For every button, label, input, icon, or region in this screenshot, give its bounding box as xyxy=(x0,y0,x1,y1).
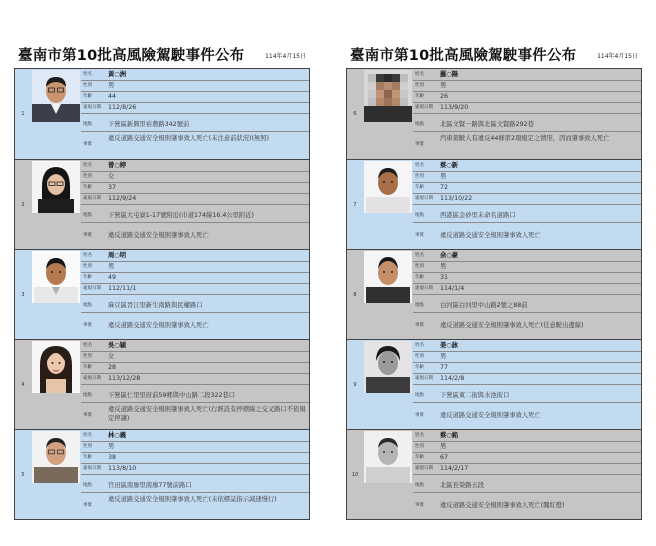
publish-date: 114年4月15日 xyxy=(265,53,306,60)
violation-fact: 違反道路交通安全規則肇事致人死亡 xyxy=(440,232,541,239)
table-row xyxy=(347,69,641,159)
row-index: 4 xyxy=(21,381,25,388)
label-fact: 事實 xyxy=(415,233,424,238)
label-age: 年齡 xyxy=(83,275,92,280)
label-age: 年齡 xyxy=(415,94,424,99)
row-index: 8 xyxy=(353,291,357,298)
label-fact: 事實 xyxy=(83,233,92,238)
label-gender: 性別 xyxy=(415,83,424,88)
table-row xyxy=(15,249,309,339)
person-gender: 男 xyxy=(440,263,447,270)
table-row xyxy=(347,429,641,519)
label-gender: 性別 xyxy=(415,174,424,179)
violation-date: 114/2/17 xyxy=(440,465,469,472)
violation-location: 西港區金砂里未命名道路口 xyxy=(440,212,516,219)
label-name: 姓名 xyxy=(83,343,92,348)
violation-fact: 違反道路交通安全規則肇事致人死亡(任意駛出邊線) xyxy=(440,322,584,329)
row-divider xyxy=(81,204,309,205)
row-divider xyxy=(81,492,309,493)
row-divider xyxy=(413,492,641,493)
row-divider xyxy=(413,294,641,295)
person-age: 72 xyxy=(440,184,449,191)
label-location: 地點 xyxy=(415,122,424,127)
table-row xyxy=(15,69,309,159)
person-name: 蔡○新 xyxy=(440,162,459,169)
label-date: 違規日期 xyxy=(83,466,101,471)
table-row xyxy=(15,339,309,429)
person-age: 49 xyxy=(108,274,117,281)
person-age: 38 xyxy=(108,454,117,461)
person-photo xyxy=(364,431,412,483)
row-index: 3 xyxy=(21,291,25,298)
label-age: 年齡 xyxy=(415,365,424,370)
label-date: 違規日期 xyxy=(415,376,433,381)
page-title: 臺南市第10批高風險駕駛事件公布 xyxy=(18,48,245,64)
label-name: 姓名 xyxy=(415,72,424,77)
person-gender: 男 xyxy=(440,82,447,89)
person-gender: 女 xyxy=(108,353,115,360)
label-date: 違規日期 xyxy=(415,466,433,471)
label-location: 地點 xyxy=(415,303,424,308)
person-name: 姜○詠 xyxy=(440,342,459,349)
violation-location: 下營區仁里里府前59鄉與中山路二段322巷口 xyxy=(108,392,236,399)
label-date: 違規日期 xyxy=(83,105,101,110)
person-age: 67 xyxy=(440,454,449,461)
row-divider xyxy=(413,474,641,475)
violation-date: 112/8/26 xyxy=(108,104,137,111)
table-row xyxy=(15,429,309,519)
row-divider xyxy=(81,222,309,223)
row-divider xyxy=(413,312,641,313)
violation-date: 114/1/4 xyxy=(440,285,465,292)
label-location: 地點 xyxy=(83,393,92,398)
violation-location: 白河區白河里中山路2號之88前 xyxy=(440,302,528,309)
label-date: 違規日期 xyxy=(415,286,433,291)
violation-fact: 違反道路交通安全規則肇事致人死亡(未依標誌指示減速慢行) xyxy=(108,496,277,503)
violation-location: 下營區大屯寮1-17號附近(市道174線16.4公里附近) xyxy=(108,212,254,219)
row-divider xyxy=(413,384,641,385)
label-date: 違規日期 xyxy=(415,196,433,201)
row-divider xyxy=(413,204,641,205)
violation-location: 下營區東二街與水池街口 xyxy=(440,392,510,399)
violation-date: 113/12/28 xyxy=(108,375,141,382)
person-gender: 男 xyxy=(108,263,115,270)
row-index: 9 xyxy=(353,381,357,388)
person-photo xyxy=(364,341,412,393)
violation-fact: 違反道路交通安全規則肇事致人死亡(行經設有停標線之交叉路口不依規定停讓) xyxy=(108,406,306,422)
person-photo xyxy=(364,70,412,122)
label-date: 違規日期 xyxy=(415,105,433,110)
label-location: 地點 xyxy=(83,303,92,308)
label-name: 姓名 xyxy=(415,343,424,348)
violation-location: 北區文賢一路與北區文賢路292巷 xyxy=(440,121,534,128)
person-age: 31 xyxy=(440,274,449,281)
person-photo xyxy=(32,341,80,393)
person-gender: 男 xyxy=(440,443,447,450)
person-age: 37 xyxy=(108,184,117,191)
label-fact: 事實 xyxy=(415,503,424,508)
label-location: 地點 xyxy=(415,483,424,488)
person-age: 44 xyxy=(108,93,117,100)
violation-date: 113/9/20 xyxy=(440,104,469,111)
violation-date: 113/8/10 xyxy=(108,465,137,472)
row-divider xyxy=(81,113,309,114)
label-name: 姓名 xyxy=(415,433,424,438)
label-location: 地點 xyxy=(415,393,424,398)
label-location: 地點 xyxy=(83,213,92,218)
person-gender: 男 xyxy=(440,173,447,180)
table-row xyxy=(347,159,641,249)
label-fact: 事實 xyxy=(83,142,92,147)
person-photo xyxy=(32,251,80,303)
person-photo xyxy=(364,161,412,213)
page-title: 臺南市第10批高風險駕駛事件公布 xyxy=(350,48,577,64)
label-date: 違規日期 xyxy=(83,196,101,201)
person-photo xyxy=(32,161,80,213)
person-gender: 男 xyxy=(108,443,115,450)
person-gender: 男 xyxy=(108,82,115,89)
violation-date: 114/2/8 xyxy=(440,375,465,382)
label-fact: 事實 xyxy=(415,413,424,418)
label-age: 年齡 xyxy=(415,185,424,190)
violation-fact: 汽車駕駛人有違反44條第2項規定之情形，因而肇事致人死亡 xyxy=(440,135,610,142)
label-fact: 事實 xyxy=(83,413,92,418)
person-name: 蔡○銘 xyxy=(440,432,459,439)
row-divider xyxy=(81,402,309,403)
person-age: 26 xyxy=(440,93,449,100)
label-location: 地點 xyxy=(415,213,424,218)
label-gender: 性別 xyxy=(83,83,92,88)
person-age: 28 xyxy=(108,364,117,371)
label-fact: 事實 xyxy=(83,323,92,328)
violation-date: 112/11/1 xyxy=(108,285,137,292)
label-date: 違規日期 xyxy=(83,286,101,291)
label-age: 年齡 xyxy=(415,275,424,280)
label-gender: 性別 xyxy=(415,444,424,449)
row-divider xyxy=(413,402,641,403)
row-divider xyxy=(413,113,641,114)
row-divider xyxy=(81,294,309,295)
violation-fact: 違反道路交通安全規則肇事致人死亡 xyxy=(108,232,209,239)
table-row xyxy=(15,159,309,249)
label-location: 地點 xyxy=(83,122,92,127)
label-name: 姓名 xyxy=(83,72,92,77)
offender-table xyxy=(14,68,310,520)
person-photo xyxy=(32,431,80,483)
row-index: 2 xyxy=(21,201,25,208)
person-name: 曾○婷 xyxy=(108,162,127,169)
label-name: 姓名 xyxy=(83,253,92,258)
table-row xyxy=(347,249,641,339)
violation-fact: 違反道路交通安全規則肇事致人死亡(未注意前狀況)(無照) xyxy=(108,135,269,142)
person-name: 羅○陽 xyxy=(440,71,459,78)
violation-date: 112/9/24 xyxy=(108,195,137,202)
label-gender: 性別 xyxy=(83,174,92,179)
person-name: 林○義 xyxy=(108,432,127,439)
label-age: 年齡 xyxy=(83,455,92,460)
label-age: 年齡 xyxy=(83,365,92,370)
label-fact: 事實 xyxy=(415,142,424,147)
offender-table xyxy=(346,68,642,520)
violation-fact: 違反道路交通安全規則肇事致人死亡(闖紅燈) xyxy=(440,502,565,509)
violation-location: 下營區新興里裕農路342號前 xyxy=(108,121,190,128)
label-date: 違規日期 xyxy=(83,376,101,381)
publish-date: 114年4月15日 xyxy=(597,53,638,60)
person-name: 黃○洲 xyxy=(108,71,127,78)
row-index: 10 xyxy=(351,471,359,478)
label-gender: 性別 xyxy=(83,444,92,449)
violation-location: 麻豆區晉江里新生南路與民權路口 xyxy=(108,302,203,309)
row-index: 6 xyxy=(353,111,357,117)
label-age: 年齡 xyxy=(415,455,424,460)
label-location: 地點 xyxy=(83,483,92,488)
row-divider xyxy=(81,312,309,313)
row-divider xyxy=(81,474,309,475)
violation-location: 官田區南廍里南廍77號前路口 xyxy=(108,482,192,489)
row-index: 1 xyxy=(21,111,25,117)
label-gender: 性別 xyxy=(83,264,92,269)
person-gender: 男 xyxy=(440,353,447,360)
row-index: 7 xyxy=(353,201,357,208)
label-fact: 事實 xyxy=(415,323,424,328)
person-name: 吳○穎 xyxy=(108,342,127,349)
person-name: 周○明 xyxy=(108,252,127,259)
violation-fact: 違反道路交通安全規則肇事致人死亡 xyxy=(440,412,541,419)
table-row xyxy=(347,339,641,429)
label-name: 姓名 xyxy=(415,163,424,168)
row-divider xyxy=(81,131,309,132)
label-name: 姓名 xyxy=(83,433,92,438)
label-gender: 性別 xyxy=(83,354,92,359)
person-name: 余○豪 xyxy=(440,252,459,259)
row-divider xyxy=(81,384,309,385)
person-age: 77 xyxy=(440,364,449,371)
violation-date: 113/10/22 xyxy=(440,195,473,202)
label-age: 年齡 xyxy=(83,185,92,190)
person-gender: 女 xyxy=(108,173,115,180)
person-photo xyxy=(364,251,412,303)
violation-fact: 違反道路交通安全規則肇事致人死亡 xyxy=(108,322,209,329)
person-photo xyxy=(32,70,80,122)
label-name: 姓名 xyxy=(415,253,424,258)
label-gender: 性別 xyxy=(415,264,424,269)
label-fact: 事實 xyxy=(83,503,92,508)
violation-location: 北區長榮路五段 xyxy=(440,482,485,489)
label-name: 姓名 xyxy=(83,163,92,168)
label-gender: 性別 xyxy=(415,354,424,359)
row-index: 5 xyxy=(21,471,25,478)
row-divider xyxy=(413,222,641,223)
label-age: 年齡 xyxy=(83,94,92,99)
row-divider xyxy=(413,131,641,132)
